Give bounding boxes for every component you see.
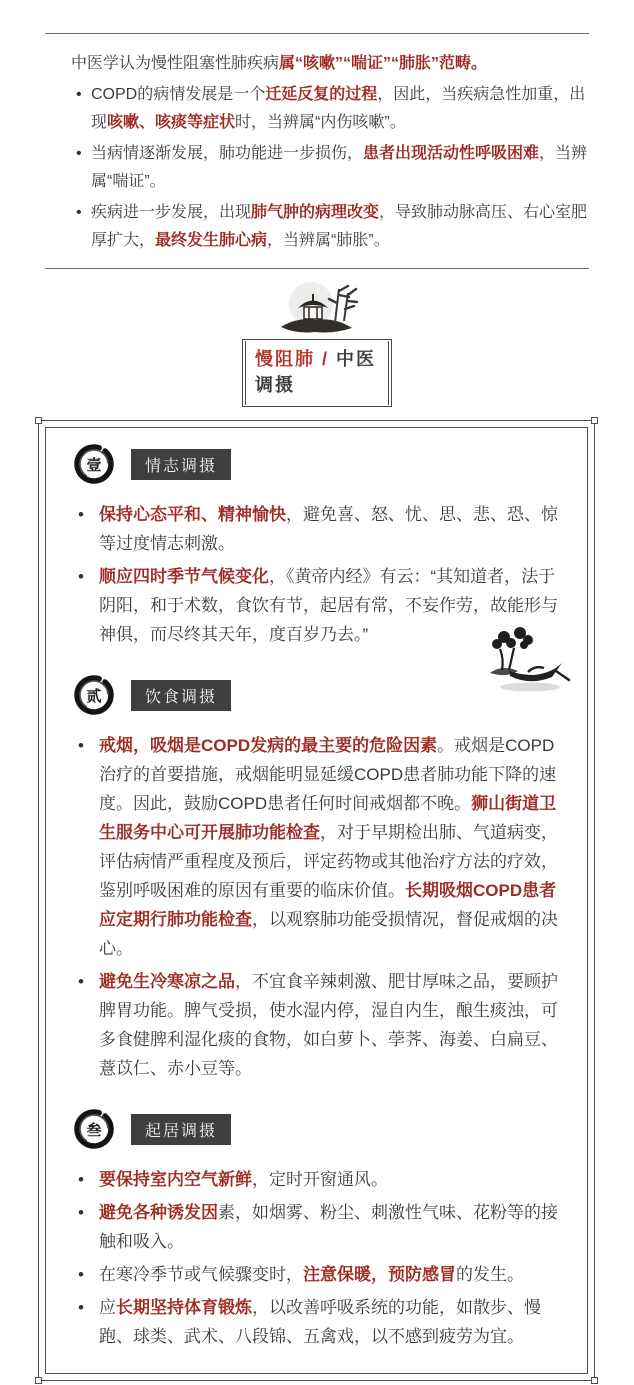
list-item: [45, 199, 589, 255]
list-item: [70, 1260, 571, 1289]
list-item: [70, 1293, 571, 1351]
list-item: [70, 967, 571, 1083]
section-emotion-care: [70, 440, 571, 649]
section-diet-care: [70, 671, 571, 1083]
section-badge: 起居调摄: [131, 1114, 231, 1145]
list-item-text: 戒烟，吸烟是COPD发病的最主要的危险因素。戒烟是COPD治疗的首要措施，戒烟能明显延缓COPD患者肺功能下降的速度。因此，鼓励COPD患者任何时间戒烟都不晚。狮山街道卫生服务中心可开展肺功能检查，对于早期检出肺、气道病变，评估病情严重程度及预后，评定药物或其他治疗方法的疗效，鉴别呼吸困难的原因有重要的临床价值。长期吸烟COPD患者应定期行肺功能检查，以观察肺功能受损情况，督促戒烟的决心。: [99, 736, 558, 958]
section-daily-life-care: [70, 1105, 571, 1351]
section-header: [70, 1105, 571, 1153]
list-item-text: 避免生冷寒凉之品，不宜食辛辣刺激、肥甘厚味之品，要顾护脾胃功能。脾气受损，使水湿内停，湿自内生，酿生痰浊，可多食健脾利湿化痰的食物，如白萝卜、荸荠、海姜、白扁豆、薏苡仁、赤小豆等。: [99, 972, 558, 1078]
section-bullet-list: [70, 500, 571, 649]
content-frame: [38, 420, 595, 1381]
bullet-dot-icon: [76, 140, 82, 168]
section-bullet-list: [70, 731, 571, 1083]
section-badge: 情志调摄: [131, 449, 231, 480]
bullet-dot-icon: [78, 1260, 84, 1289]
bullet-dot-icon: [78, 731, 84, 760]
list-item-text: 当病情逐渐发展，肺功能进一步损伤，患者出现活动性呼吸困难，当辨属“喘证”。: [91, 145, 588, 190]
list-item-text: COPD的病情发展是一个迁延反复的过程，因此，当疾病急性加重，出现咳嗽、咳痰等症状时，当辨属“内伤咳嗽”。: [91, 86, 586, 131]
pavilion-bamboo-icon: [269, 277, 365, 337]
section-header: [70, 440, 571, 488]
list-item-text: 保持心态平和、精神愉快，避免喜、怒、忧、思、悲、恐、惊等过度情志刺激。: [99, 505, 558, 553]
list-item: [45, 140, 589, 196]
intro-lead-paragraph: 中医学认为慢性阻塞性肺疾病属“咳嗽”“喘证”“肺胀”范畴。: [71, 55, 488, 72]
bullet-dot-icon: [78, 562, 84, 591]
list-item-text: 应长期坚持体育锻炼，以改善呼吸系统的功能，如散步、慢跑、球类、武术、八段锦、五禽戏，以不感到疲劳为宜。: [99, 1298, 541, 1346]
bullet-dot-icon: [78, 1198, 84, 1227]
list-item-text: 避免各种诱发因素，如烟雾、粉尘、刺激性气味、花粉等的接触和吸入。: [99, 1203, 558, 1251]
list-item: [45, 81, 589, 137]
frame-corner-square: [591, 1377, 598, 1384]
frame-corner-square: [35, 417, 42, 424]
list-item-text: 疾病进一步发展，出现肺气肿的病理改变，导致肺动脉高压、右心室肥厚扩大，最终发生肺心病，当辨属“肺胀”。: [91, 204, 588, 249]
intro-section: [45, 50, 589, 255]
list-item-text: 要保持室内空气新鲜，定时开窗通风。: [99, 1170, 388, 1189]
section-number-seal: [70, 671, 118, 719]
middle-divider: [45, 268, 589, 269]
intro-bullet-list: [45, 81, 589, 255]
bullet-dot-icon: [76, 199, 82, 227]
list-item: [70, 1198, 571, 1256]
content-frame-inner: [45, 427, 588, 1374]
list-item: [70, 562, 571, 649]
list-item: [70, 731, 571, 963]
list-item-text: 顺应四时季节气候变化，《黄帝内经》有云：“其知道者，法于阴阳，和于术数，食饮有节，起居有常，不妄作劳，故能形与神俱，而尽终其天年，度百岁乃去。”: [99, 567, 558, 644]
list-item-text: 在寒冷季节或气候骤变时，注意保暖，预防感冒的发生。: [99, 1265, 524, 1284]
section-number-text: 壹: [86, 456, 102, 474]
list-item: [70, 500, 571, 558]
list-item: [70, 1165, 571, 1194]
page-title: 慢阻肺 / 中医调摄: [255, 349, 377, 395]
article-title-box: [242, 339, 392, 407]
section-header: [70, 671, 571, 719]
section-number-seal: [70, 1105, 118, 1153]
section-bullet-list: [70, 1165, 571, 1351]
bullet-dot-icon: [78, 1165, 84, 1194]
bullet-dot-icon: [76, 81, 82, 109]
section-number-text: 贰: [86, 687, 102, 705]
section-number-seal: [70, 440, 118, 488]
frame-corner-square: [35, 1377, 42, 1384]
bullet-dot-icon: [78, 967, 84, 996]
frame-corner-square: [591, 417, 598, 424]
top-divider: [45, 33, 589, 34]
pavilion-ink-art: [0, 277, 634, 337]
bullet-dot-icon: [78, 500, 84, 529]
section-number-text: 叁: [86, 1121, 102, 1139]
section-badge: 饮食调摄: [131, 680, 231, 711]
bullet-dot-icon: [78, 1293, 84, 1322]
title-box-inner-border: [245, 341, 389, 405]
